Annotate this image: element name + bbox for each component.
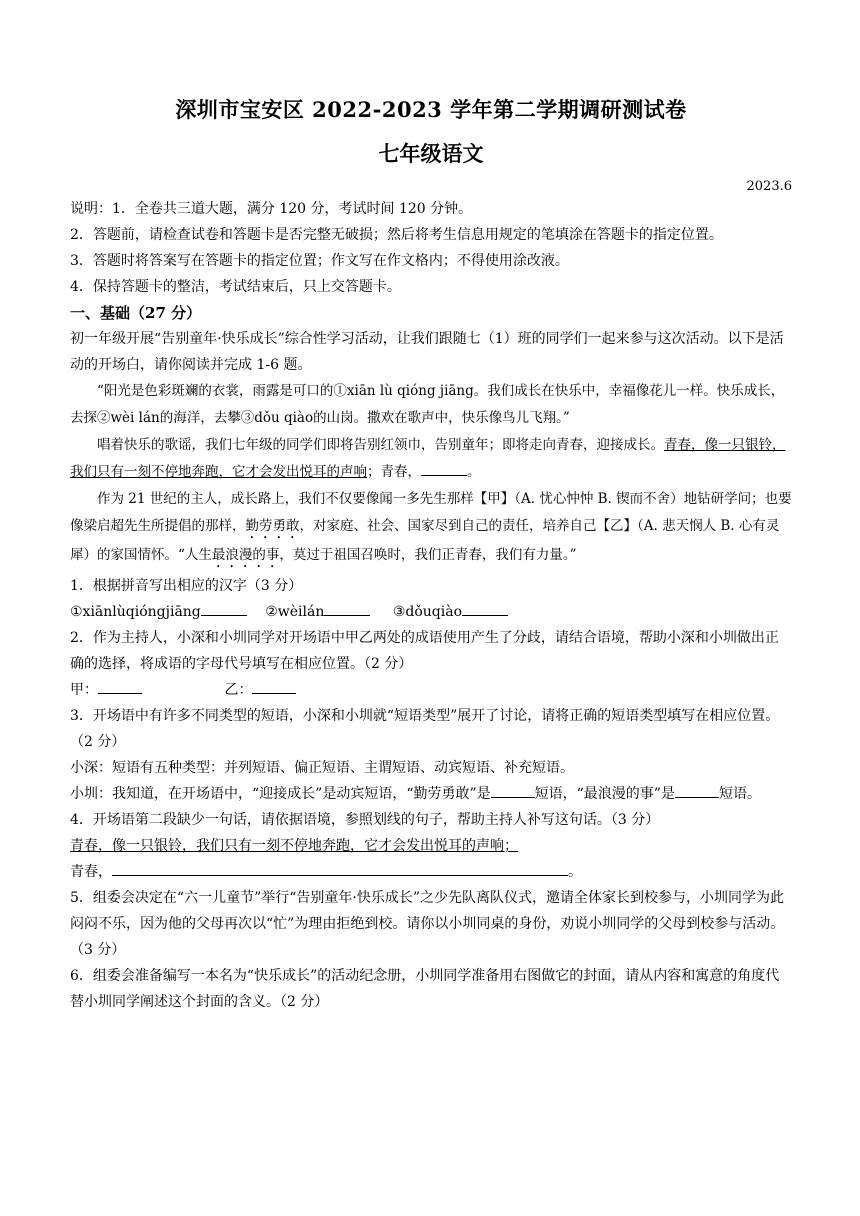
- underlined-sentence: 青春，像一只银铃，我们只有一刻不停地奔跑，它才会发出悦耳的声响: [70, 437, 786, 480]
- instruction-4: 4．保持答题卡的整洁，考试结束后，只上交答题卡。: [70, 279, 401, 295]
- answer-blank-1c[interactable]: [462, 601, 508, 616]
- answer-blank-4[interactable]: [112, 861, 568, 876]
- question-3-xiaozhen: 小圳：我知道，在开场语中，“迎接成长”是动宾短语，“勤劳勇敢”是 短语，“最浪漫的事”是 短语。: [70, 781, 792, 807]
- question-4-fill: 青春， 。: [70, 859, 792, 885]
- page-title: 深圳市宝安区 2022-2023 学年第二学期调研测试卷: [175, 97, 687, 122]
- question-1-blanks: ①xiānlùqióngjiāng ②wèilán ③dǒuqiào: [70, 599, 792, 625]
- section-intro: 初一年级开展“告别童年·快乐成长”综合性学习活动，让我们跟随七（1）班的同学们一起来参与这次活动。以下是活动的开场白，请你阅读并完成 1-6 题。: [70, 331, 784, 373]
- question-3-xiaoshen: 小深：短语有五种类型：并列短语、偏正短语、主谓短语、动宾短语、补充短语。: [70, 760, 574, 776]
- section-heading: 一、基础（27 分）: [70, 304, 202, 322]
- answer-blank-jia[interactable]: [98, 679, 142, 694]
- question-3: 3．开场语中有许多不同类型的短语，小深和小圳就“短语类型”展开了讨论，请将正确的短语类型填写在相应位置。（2 分）: [70, 708, 780, 750]
- dotted-phrase-2: 最浪漫的事: [211, 547, 280, 563]
- question-2-blanks: 甲： 乙：: [70, 677, 792, 703]
- page-subtitle: 七年级语文: [378, 141, 484, 166]
- answer-blank-1b[interactable]: [324, 601, 370, 616]
- answer-blank[interactable]: [421, 461, 467, 476]
- question-5: 5．组委会决定在“六一儿童节”举行“告别童年·快乐成长”之少先队离队仪式，邀请全体家长到校参与，小圳同学为此闷闷不乐，因为他的父母再次以“忙”为理由拒绝到校。请你以小圳同桌的身份，劝说小圳同学的父母到校参与活动。（3 分）: [70, 890, 785, 958]
- answer-blank-yi[interactable]: [252, 679, 296, 694]
- passage-paragraph-2: 唱着快乐的歌谣，我们七年级的同学们即将告别红领巾，告别童年；即将走向青春，迎接成长。青春，像一只银铃，我们只有一刻不停地奔跑，它才会发出悦耳的声响；青春， 。: [70, 437, 786, 480]
- exam-date: 2023.6: [746, 179, 792, 194]
- instruction-1: 说明：1．全卷共三道大题，满分 120 分，考试时间 120 分钟。: [70, 201, 473, 217]
- passage-paragraph-1: “阳光是色彩斑斓的衣裳，雨露是可口的①xiān lù qióng jiāng。我们成长在快乐中，幸福像花儿一样。快乐成长，去探②wèi lán的海洋，去攀③dǒu qiào的山岗。撒欢在歌声中，快乐像鸟儿飞翔。”: [70, 383, 785, 426]
- instruction-3: 3．答题时将答案写在答题卡的指定位置；作文写在作文格内；不得使用涂改液。: [70, 253, 569, 269]
- dotted-phrase-1: 勤劳勇敢: [245, 518, 300, 534]
- answer-blank-3a[interactable]: [491, 783, 535, 798]
- question-1: 1．根据拼音写出相应的汉字（3 分）: [70, 578, 303, 594]
- answer-blank-1a[interactable]: [201, 601, 247, 616]
- instruction-2: 2．答题前，请检查试卷和答题卡是否完整无破损；然后将考生信息用规定的笔填涂在答题卡的指定位置。: [70, 227, 723, 243]
- question-4-reference: 青春，像一只银铃，我们只有一刻不停地奔跑，它才会发出悦耳的声响；: [70, 838, 518, 854]
- answer-blank-3b[interactable]: [675, 783, 719, 798]
- question-2: 2．作为主持人，小深和小圳同学对开场语中甲乙两处的成语使用产生了分歧，请结合语境，帮助小深和小圳做出正确的选择，将成语的字母代号填写在相应位置。（2 分）: [70, 630, 779, 672]
- question-6: 6．组委会准备编写一本名为“快乐成长”的活动纪念册，小圳同学准备用右图做它的封面，请从内容和寓意的角度代替小圳同学阐述这个封面的含义。（2 分）: [70, 968, 780, 1010]
- passage-paragraph-3: 作为 21 世纪的主人，成长路上，我们不仅要像闻一多先生那样【甲】（A. 忧心忡忡 B. 锲而不舍）地钻研学问；也要像梁启超先生所提倡的那样，勤劳勇敢，对家庭、社会、国家尽到自己的责任，培养自己【乙】（A. 悲天悯人 B. 心有灵犀）的家国情怀。“人生最浪漫的事，莫过于祖国召唤时，我们正青春，我们有力量。”: [70, 491, 792, 563]
- question-4: 4．开场语第二段缺少一句话，请依据语境，参照划线的句子，帮助主持人补写这句话。（3 分）: [70, 812, 660, 828]
